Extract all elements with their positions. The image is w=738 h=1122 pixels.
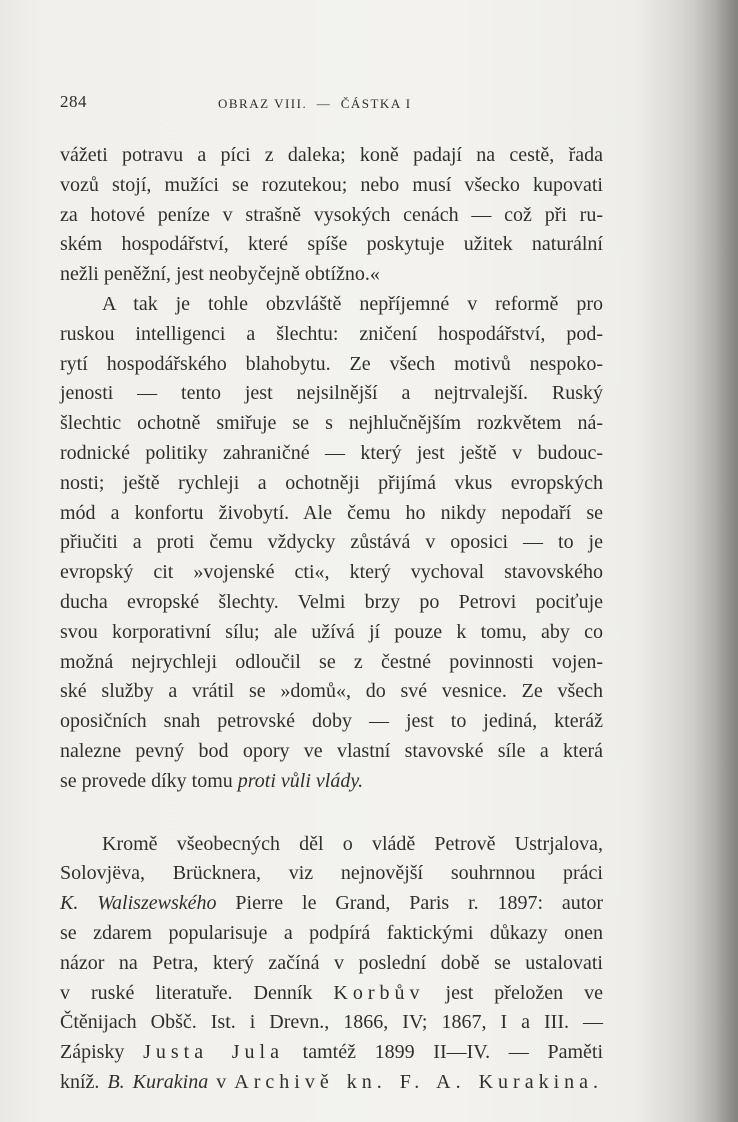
text-segment: v (216, 1070, 227, 1093)
text-line: ském hospodářství, které spíše poskytuje užitek naturální (60, 233, 603, 256)
text-line: rytí hospodářského blahobytu. Ze všech motivů nespoko- (60, 352, 603, 375)
spaced-name: Korbův (333, 981, 425, 1004)
text-line: nosti; ještě rychleji a ochotněji přijímá vkus evropských (60, 471, 603, 494)
text-line: evropský cit »vojenské cti«, který vychoval stavovského (60, 561, 603, 584)
running-head: OBRAZ VIII. — ČÁSTKA I (218, 96, 412, 111)
text-segment: tamtéž 1899 II—IV. — Paměti (302, 1041, 604, 1064)
spaced-name: Justa Jula (143, 1041, 284, 1064)
emphasis-text: B. Kurakina (107, 1070, 209, 1093)
text-segment: se provede díky tomu (60, 769, 233, 792)
text-line: svou korporativní sílu; ale užívá jí pouze k tomu, aby co (60, 620, 603, 643)
text-segment: jest přeložen ve (445, 981, 604, 1004)
text-line: jenosti — tento jest nejsilnější a nejtrvalejší. Ruský (60, 382, 603, 405)
text-segment: Zápisky (60, 1041, 125, 1064)
text-line: vozů stojí, mužíci se rozutekou; nebo musí všecko kupovati (60, 173, 603, 196)
page-header (60, 92, 625, 116)
spaced-name: Archivě kn. F. A. Kurakina. (234, 1070, 604, 1093)
text-line: ské služby a vrátil se »domů«, do své vesnice. Ze všech (60, 680, 603, 703)
note-line (60, 1068, 603, 1098)
paragraph-gap (60, 797, 603, 830)
note-line: se zdarem popularisuje a podpírá faktickými důkazy onen (60, 921, 603, 944)
text-segment: Pierre le Grand, Paris r. 1897: autor (235, 892, 604, 915)
text-line: nežli peněžní, jest neobyčejně obtížno.« (60, 263, 380, 286)
text-line: nalezne pevný bod opory ve vlastní stavovské síle a která (60, 739, 603, 762)
text-segment: v ruské literatuře. Denník (60, 981, 313, 1004)
note-line: Čtěnijach Obšč. Ist. i Drevn., 1866, IV; 1867, I a III. — (60, 1011, 603, 1034)
note-line (60, 979, 603, 1009)
note-line (60, 1038, 603, 1068)
text-line: šlechtic ochotně smiřuje se s nejhlučnějším rozkvětem ná- (60, 412, 603, 435)
note-line: Solovjëva, Brücknera, viz nejnovější souhrnnou práci (60, 862, 603, 885)
note-line: Kromě všeobecných děl o vládě Petrově Ustrjalova, (102, 832, 603, 855)
page-number: 284 (60, 92, 87, 111)
binding-shadow (694, 0, 738, 1122)
text-line: rodnické politiky zahraničné — který jest ještě v budouc- (60, 441, 603, 464)
text-line (60, 767, 603, 797)
text-line: A tak je tohle obzvláště nepříjemné v reformě pro (102, 292, 603, 315)
text-segment: kníž. (60, 1070, 100, 1093)
page-body (60, 141, 603, 1098)
note-line (60, 889, 603, 919)
text-line: oposičních snah petrovské doby — jest to jediná, kteráž (60, 710, 603, 733)
text-line: mód a konfortu živobytí. Ale čemu ho nikdy nepodaří se (60, 501, 603, 524)
text-line: přiučiti a proti čemu vždycky zůstává v oposici — to je (60, 531, 603, 554)
author-initial: K. (60, 892, 79, 915)
author-name: Waliszewského (97, 892, 217, 915)
emphasis-text: proti vůli vlády. (237, 769, 364, 792)
text-line: za hotové peníze v strašně vysokých cenách — což při ru- (60, 203, 603, 226)
text-line: vážeti potravu a píci z daleka; koně padají na cestě, řada (60, 144, 603, 166)
text-line: ducha evropské šlechty. Velmi brzy po Petrovi pociťuje (60, 590, 603, 613)
text-line: ruskou intelligenci a šlechtu: zničení hospodářství, pod- (60, 322, 603, 345)
note-line: názor na Petra, který začíná v poslední době se ustalovati (60, 951, 603, 974)
text-line: možná nejrychleji odloučil se z čestné povinnosti vojen- (60, 650, 603, 673)
